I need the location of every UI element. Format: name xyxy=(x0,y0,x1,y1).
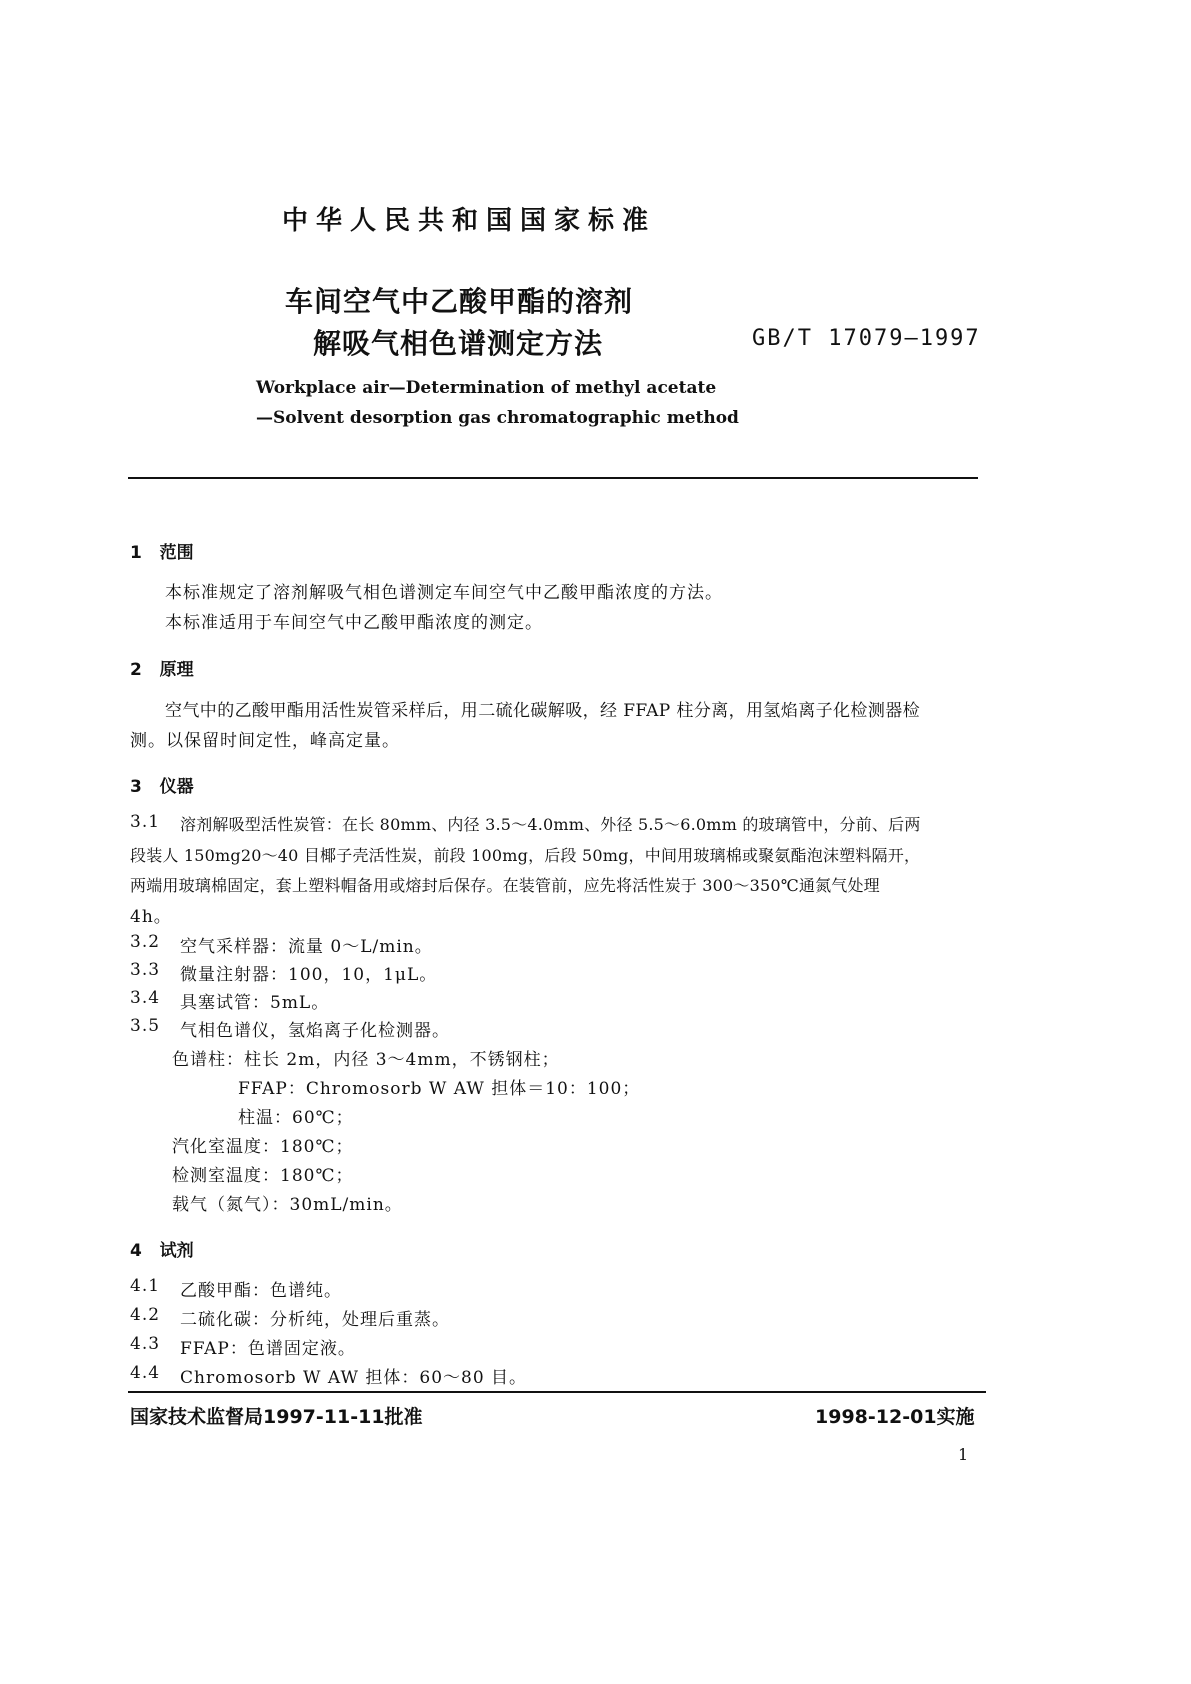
section-number: 2 xyxy=(130,660,142,680)
instrument-param: FFAP：Chromosorb W AW 担体＝10：100； xyxy=(238,1079,641,1099)
clause-number: 3.1 xyxy=(130,812,161,832)
clause-text: 空气采样器：流量 0～L/min。 xyxy=(180,937,433,957)
clause-number: 3.2 xyxy=(130,932,161,952)
clause-number: 3.3 xyxy=(130,960,161,980)
clause-text: Chromosorb W AW 担体：60～80 目。 xyxy=(180,1368,528,1388)
clause-number: 3.5 xyxy=(130,1016,161,1036)
clause-number: 4.1 xyxy=(130,1276,161,1296)
section-number: 4 xyxy=(130,1241,142,1261)
clause-text: 两端用玻璃棉固定，套上塑料帽备用或熔封后保存。在装管前，应先将活性炭于 300～350℃通氮气处理 xyxy=(130,876,880,895)
clause-text: 气相色谱仪，氢焰离子化检测器。 xyxy=(180,1021,450,1041)
clause-number: 4.3 xyxy=(130,1334,161,1354)
section-3-heading xyxy=(130,772,194,797)
clause-text: 段装人 150mg20～40 目椰子壳活性炭，前段 100mg，后段 50mg，中间用玻璃棉或聚氨酯泡沫塑料隔开， xyxy=(130,846,921,865)
clause-text: 溶剂解吸型活性炭管：在长 80mm、内径 3.5～4.0mm、外径 5.5～6.0mm 的玻璃管中，分前、后两 xyxy=(180,815,921,834)
approval-date: 国家技术监督局1997-11-11批准 xyxy=(130,1406,423,1428)
paragraph: 本标准适用于车间空气中乙酸甲酯浓度的测定。 xyxy=(165,613,543,633)
section-number: 1 xyxy=(130,543,142,563)
national-standard-heading: 中华人民共和国国家标准 xyxy=(282,206,657,236)
clause-text: 乙酸甲酯：色谱纯。 xyxy=(180,1281,342,1301)
paragraph: 本标准规定了溶剂解吸气相色谱测定车间空气中乙酸甲酯浓度的方法。 xyxy=(165,583,723,603)
clause-number: 4.4 xyxy=(130,1363,161,1383)
clause-text: FFAP：色谱固定液。 xyxy=(180,1339,356,1359)
clause-text: 具塞试管：5mL。 xyxy=(180,993,330,1013)
section-title: 仪器 xyxy=(159,777,194,797)
english-title-line-2: —Solvent desorption gas chromatographic method xyxy=(256,408,739,428)
title-line-1: 车间空气中乙酸甲酯的溶剂 xyxy=(285,285,634,318)
instrument-param: 色谱柱：柱长 2m，内径 3～4mm，不锈钢柱； xyxy=(172,1050,560,1070)
clause-text: 微量注射器：100，10，1μL。 xyxy=(180,965,438,985)
clause-text: 4h。 xyxy=(130,907,172,927)
section-title: 试剂 xyxy=(159,1241,194,1261)
section-1-heading xyxy=(130,538,194,563)
section-4-heading xyxy=(130,1236,194,1261)
instrument-param: 汽化室温度：180℃； xyxy=(172,1137,354,1157)
section-title: 范围 xyxy=(159,543,194,563)
section-2-heading xyxy=(130,655,194,680)
section-title: 原理 xyxy=(159,660,194,680)
instrument-param: 检测室温度：180℃； xyxy=(172,1166,354,1186)
clause-number: 4.2 xyxy=(130,1305,161,1325)
clause-number: 3.4 xyxy=(130,988,161,1008)
header-rule xyxy=(128,477,978,479)
paragraph: 测。以保留时间定性，峰高定量。 xyxy=(130,731,400,751)
instrument-param: 柱温：60℃； xyxy=(238,1108,354,1128)
standard-number: GB/T 17079—1997 xyxy=(752,326,981,351)
paragraph: 空气中的乙酸甲酯用活性炭管采样后，用二硫化碳解吸，经 FFAP 柱分离，用氢焰离子化检测器检 xyxy=(165,701,921,721)
effective-date: 1998-12-01实施 xyxy=(815,1406,975,1428)
footer-rule xyxy=(128,1391,986,1393)
instrument-param: 载气（氮气）：30mL/min。 xyxy=(172,1195,403,1215)
section-number: 3 xyxy=(130,777,142,797)
clause-text: 二硫化碳：分析纯，处理后重蒸。 xyxy=(180,1310,450,1330)
english-title-line-1: Workplace air—Determination of methyl acetate xyxy=(256,378,717,398)
page-number: 1 xyxy=(958,1445,969,1464)
title-line-2: 解吸气相色谱测定方法 xyxy=(313,327,604,360)
